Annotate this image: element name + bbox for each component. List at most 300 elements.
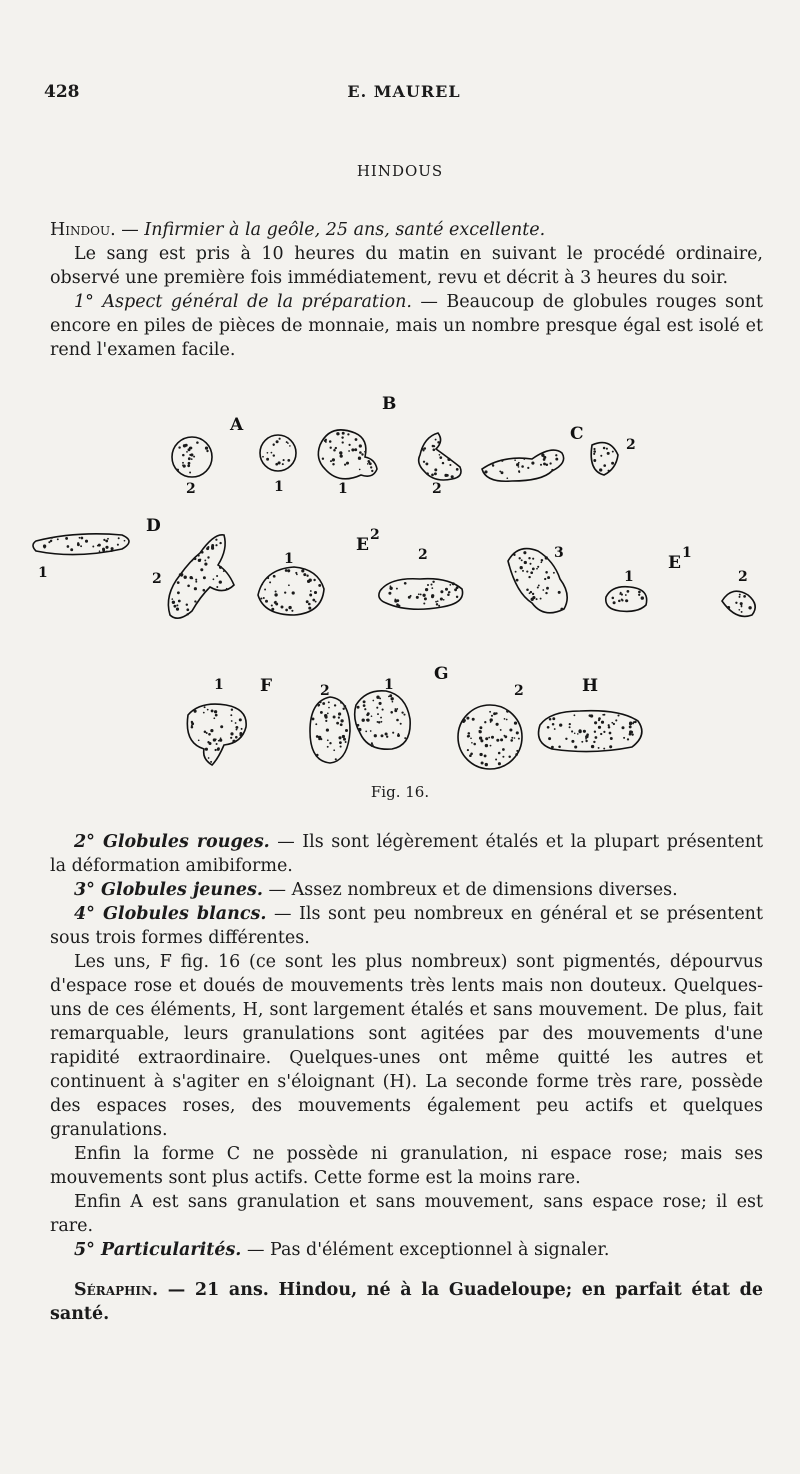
granulation-dot xyxy=(206,450,208,452)
num-E1-1: 1 xyxy=(624,569,634,585)
granulation-dot xyxy=(327,713,329,715)
granulation-dot xyxy=(284,591,286,593)
granulation-dot xyxy=(176,604,178,606)
granulation-dot xyxy=(551,469,553,471)
granulation-dot xyxy=(392,701,394,703)
granulation-dot xyxy=(330,460,332,462)
granulation-dot xyxy=(338,717,340,719)
text-aspect: — Beaucoup de globules rouges sont encore en piles de pièces de monnaie, mais un nombre presque égal est isolé et rend l'examen facile. xyxy=(50,292,763,360)
granulation-dot xyxy=(435,439,437,441)
granulation-dot xyxy=(226,588,228,590)
granulation-dot xyxy=(187,585,190,588)
granulation-dot xyxy=(554,728,556,730)
granulation-dot xyxy=(310,590,312,592)
granulation-dot xyxy=(608,724,610,726)
granulation-dot xyxy=(598,747,600,749)
granulation-dot xyxy=(340,723,343,726)
granulation-dot xyxy=(267,452,269,454)
granulation-dot xyxy=(358,457,361,460)
body-block xyxy=(50,830,763,1326)
granulation-dot xyxy=(491,715,493,717)
granulation-dot xyxy=(217,748,220,751)
num-F2: 2 xyxy=(320,683,330,699)
granulation-dot xyxy=(385,732,388,735)
label-H: H xyxy=(582,676,599,696)
granulation-dot xyxy=(362,719,365,722)
granulation-dot xyxy=(374,734,377,737)
granulation-dot xyxy=(404,582,407,585)
granulation-dot xyxy=(391,697,394,700)
granulation-dot xyxy=(325,720,327,722)
granulation-dot xyxy=(191,726,194,729)
granulation-dot xyxy=(521,559,523,561)
granulation-dot xyxy=(422,594,425,597)
granulation-dot xyxy=(201,551,204,554)
granulation-dot xyxy=(333,749,335,751)
granulation-dot xyxy=(231,708,233,710)
granulation-dot xyxy=(204,563,207,566)
granulation-dot xyxy=(261,583,263,585)
granulation-dot xyxy=(364,708,366,710)
granulation-dot xyxy=(514,459,516,461)
granulation-dot xyxy=(306,575,308,577)
granulation-dot xyxy=(269,581,271,583)
granulation-dot xyxy=(314,591,317,594)
granulation-dot xyxy=(454,588,457,591)
granulation-dot xyxy=(484,470,487,473)
granulation-dot xyxy=(316,735,319,738)
granulation-dot xyxy=(239,733,242,736)
granulation-dot xyxy=(341,436,343,438)
granulation-dot xyxy=(492,464,494,466)
granulation-dot xyxy=(319,701,322,704)
granulation-dot xyxy=(231,720,233,722)
granulation-dot xyxy=(629,733,632,736)
granulation-dot xyxy=(203,712,205,714)
subject-description: Infirmier à la geôle, 25 ans, santé excellente. xyxy=(144,220,546,240)
cell-B2 xyxy=(419,433,461,480)
num-G1: 1 xyxy=(384,677,394,693)
granulation-dot xyxy=(425,588,428,591)
heading-globules-jeunes: 3° Globules jeunes. xyxy=(74,880,263,900)
granulation-dot xyxy=(219,542,221,544)
granulation-dot xyxy=(271,604,273,606)
granulation-dot xyxy=(608,470,610,472)
granulation-dot xyxy=(506,710,509,713)
granulation-dot xyxy=(328,707,330,709)
granulation-dot xyxy=(203,576,206,579)
granulation-dot xyxy=(285,569,288,572)
granulation-dot xyxy=(531,462,534,465)
granulation-dot xyxy=(381,734,384,737)
granulation-dot xyxy=(404,737,406,739)
num-B1: 1 xyxy=(338,481,348,497)
cell-D1 xyxy=(33,534,129,555)
granulation-dot xyxy=(363,704,366,707)
granulation-dot xyxy=(565,738,567,740)
granulation-dot xyxy=(65,537,68,540)
granulation-dot xyxy=(492,462,494,464)
granulation-dot xyxy=(479,726,482,729)
granulation-dot xyxy=(623,737,625,739)
granulation-dot xyxy=(318,738,320,740)
granulation-dot xyxy=(339,451,342,454)
granulation-dot xyxy=(514,722,517,725)
granulation-dot xyxy=(598,726,601,729)
granulation-dot xyxy=(440,597,443,600)
granulation-dot xyxy=(208,757,210,759)
granulation-dot xyxy=(603,731,605,733)
granulation-dot xyxy=(424,447,426,449)
granulation-dot xyxy=(526,571,528,573)
granulation-dot xyxy=(547,726,550,729)
granulation-dot xyxy=(315,601,317,603)
granulation-dot xyxy=(526,589,529,592)
granulation-dot xyxy=(271,452,273,454)
granulation-dot xyxy=(338,712,341,715)
granulation-dot xyxy=(213,578,215,580)
granulation-dot xyxy=(573,714,575,716)
paragraph-seraphin xyxy=(50,1278,763,1326)
granulation-dot xyxy=(593,459,596,462)
granulation-dot xyxy=(607,452,610,455)
granulation-dot xyxy=(371,742,373,744)
granulation-dot xyxy=(601,721,604,724)
granulation-dot xyxy=(421,447,424,450)
granulation-dot xyxy=(289,445,291,447)
granulation-dot xyxy=(111,547,114,550)
granulation-dot xyxy=(376,696,379,699)
granulation-dot xyxy=(330,447,332,449)
granulation-dot xyxy=(418,593,420,595)
granulation-dot xyxy=(529,563,531,565)
granulation-dot xyxy=(500,738,503,741)
granulation-dot xyxy=(447,458,450,461)
granulation-dot xyxy=(638,594,640,596)
granulation-dot xyxy=(606,448,608,450)
granulation-dot xyxy=(610,737,613,740)
granulation-dot xyxy=(386,736,388,738)
granulation-dot xyxy=(431,474,434,477)
granulation-dot xyxy=(470,737,472,739)
granulation-dot xyxy=(518,470,520,472)
granulation-dot xyxy=(81,537,84,540)
granulation-dot xyxy=(389,694,392,697)
granulation-dot xyxy=(488,737,490,739)
granulation-dot xyxy=(204,559,206,561)
num-E2-2: 2 xyxy=(418,547,428,563)
granulation-dot xyxy=(260,597,262,599)
granulation-dot xyxy=(510,739,513,742)
paragraph-aspect xyxy=(50,290,763,362)
granulation-dot xyxy=(449,464,451,466)
granulation-dot xyxy=(340,746,342,748)
granulation-dot xyxy=(511,737,513,739)
intro-paragraph: Le sang est pris à 10 heures du matin en suivant le procédé ordinaire, observé une première fois immédiatement, revu et décrit à 3 heures du soir. xyxy=(50,244,763,288)
granulation-dot xyxy=(559,723,562,726)
granulation-dot xyxy=(516,731,519,734)
granulation-dot xyxy=(431,584,433,586)
granulation-dot xyxy=(318,584,321,587)
granulation-dot xyxy=(456,468,459,471)
granulation-dot xyxy=(380,717,382,719)
granulation-dot xyxy=(448,591,450,593)
granulation-dot xyxy=(219,580,222,583)
granulation-dot xyxy=(627,738,629,740)
granulation-dot xyxy=(315,723,317,725)
granulation-dot xyxy=(312,717,315,720)
granulation-dot xyxy=(186,603,188,605)
granulation-dot xyxy=(177,581,180,584)
granulation-dot xyxy=(266,458,269,461)
granulation-dot xyxy=(631,731,634,734)
granulation-dot xyxy=(472,718,475,721)
granulation-dot xyxy=(187,464,190,467)
granulation-dot xyxy=(186,451,188,453)
num-A2: 2 xyxy=(186,481,196,497)
granulation-dot xyxy=(536,568,538,570)
granulation-dot xyxy=(574,733,576,735)
granulation-dot xyxy=(432,581,434,583)
granulation-dot xyxy=(420,593,422,595)
granulation-dot xyxy=(437,441,439,443)
granulation-dot xyxy=(537,586,539,588)
cell-E1-1 xyxy=(606,587,647,612)
paragraph-particularites xyxy=(50,1238,763,1262)
granulation-dot xyxy=(306,600,309,603)
granulation-dot xyxy=(342,735,345,738)
granulation-dot xyxy=(204,706,206,708)
granulation-dot xyxy=(339,741,342,744)
granulation-dot xyxy=(439,454,441,456)
paragraph-forms: Les uns, F fig. 16 (ce sont les plus nombreux) sont pigmentés, dépourvus d'espace rose et doués de mouvements très lents mais non douteux. Quelques-uns de ces éléments, H, sont largement étalés et sans mouvement. De plus, fait remarquable, leurs granulations sont agitées par des mouvements d'une rapidité extraordinaire. Quelques-unes ont même quitté les autres et continuent à s'agiter en s'éloignant (H). La seconde forme très rare, possède des espaces roses, des mouvements également peu actifs et quelques granulations. xyxy=(50,952,763,1140)
granulation-dot xyxy=(485,763,488,766)
granulation-dot xyxy=(179,573,182,576)
granulation-dot xyxy=(735,602,737,604)
granulation-dot xyxy=(625,594,627,596)
granulation-dot xyxy=(342,708,344,710)
granulation-dot xyxy=(291,610,293,612)
granulation-dot xyxy=(473,743,476,746)
granulation-dot xyxy=(335,447,337,449)
num-A1: 1 xyxy=(274,479,284,495)
granulation-dot xyxy=(738,609,740,611)
granulation-dot xyxy=(598,719,600,721)
granulation-dot xyxy=(215,539,217,541)
granulation-dot xyxy=(186,608,189,611)
granulation-dot xyxy=(213,717,215,719)
granulation-dot xyxy=(186,613,188,615)
granulation-dot xyxy=(740,602,743,605)
granulation-dot xyxy=(340,454,343,457)
granulation-dot xyxy=(398,733,400,735)
granulation-dot xyxy=(379,702,382,705)
granulation-dot xyxy=(551,746,554,749)
granulation-dot xyxy=(365,730,367,732)
granulation-dot xyxy=(571,730,573,732)
label-E1-sup: 1 xyxy=(682,545,692,561)
granulation-dot xyxy=(547,576,550,579)
granulation-dot xyxy=(283,459,285,461)
granulation-dot xyxy=(515,571,517,573)
granulation-dot xyxy=(452,582,455,585)
granulation-dot xyxy=(444,474,447,477)
num-F1: 1 xyxy=(214,677,224,693)
granulation-dot xyxy=(196,441,199,444)
granulation-dot xyxy=(188,457,191,460)
granulation-dot xyxy=(232,740,235,743)
granulation-dot xyxy=(479,730,482,733)
granulation-dot xyxy=(590,714,593,717)
granulation-dot xyxy=(513,554,515,556)
granulation-dot xyxy=(102,549,105,552)
granulation-dot xyxy=(332,458,335,461)
granulation-dot xyxy=(530,571,533,574)
granulation-dot xyxy=(343,738,346,741)
granulation-dot xyxy=(51,537,53,539)
granulation-dot xyxy=(469,754,472,757)
granulation-dot xyxy=(508,755,510,757)
granulation-dot xyxy=(574,745,577,748)
granulation-dot xyxy=(325,716,328,719)
granulation-dot xyxy=(522,570,524,572)
granulation-dot xyxy=(466,717,469,720)
cell-A1 xyxy=(260,435,296,471)
granulation-dot xyxy=(528,576,530,578)
granulation-dot xyxy=(591,745,594,748)
granulation-dot xyxy=(594,731,596,733)
granulation-dot xyxy=(445,588,448,591)
granulation-dot xyxy=(532,558,534,560)
granulation-dot xyxy=(105,540,108,543)
page-number: 428 xyxy=(44,82,80,102)
granulation-dot xyxy=(50,540,52,542)
granulation-dot xyxy=(569,723,571,725)
paragraph-globules-rouges xyxy=(50,830,763,878)
label-E1: E xyxy=(668,553,681,573)
granulation-dot xyxy=(329,742,331,744)
granulation-dot xyxy=(378,721,380,723)
granulation-dot xyxy=(496,723,499,726)
granulation-dot xyxy=(80,545,82,547)
granulation-dot xyxy=(70,548,73,551)
granulation-dot xyxy=(301,569,304,572)
granulation-dot xyxy=(264,589,266,591)
granulation-dot xyxy=(468,732,471,735)
granulation-dot xyxy=(434,472,437,475)
granulation-dot xyxy=(403,714,405,716)
figure-caption: Fig. 16. xyxy=(370,783,430,801)
granulation-dot xyxy=(361,453,363,455)
granulation-dot xyxy=(516,463,519,466)
granulation-dot xyxy=(442,462,444,464)
granulation-dot xyxy=(218,740,220,742)
granulation-dot xyxy=(546,587,549,590)
granulation-dot xyxy=(219,739,222,742)
granulation-dot xyxy=(548,737,551,740)
granulation-dot xyxy=(342,441,344,443)
granulation-dot xyxy=(191,458,193,460)
granulation-dot xyxy=(481,761,484,764)
granulation-dot xyxy=(431,594,434,597)
granulation-dot xyxy=(390,711,393,714)
granulation-dot xyxy=(579,729,582,732)
granulation-dot xyxy=(438,605,440,607)
granulation-dot xyxy=(346,462,349,465)
granulation-dot xyxy=(501,460,503,462)
granulation-dot xyxy=(105,546,108,549)
granulation-dot xyxy=(194,600,196,602)
granulation-dot xyxy=(739,596,741,598)
granulation-dot xyxy=(519,557,521,559)
text-seraphin: — 21 ans. Hindou, né à la Guadeloupe; en parfait état de santé. xyxy=(50,1280,763,1324)
granulation-dot xyxy=(585,735,588,738)
granulation-dot xyxy=(400,723,402,725)
granulation-dot xyxy=(434,468,437,471)
granulation-dot xyxy=(741,611,743,613)
granulation-dot xyxy=(322,702,325,705)
granulation-dot xyxy=(593,450,596,453)
granulation-dot xyxy=(308,603,311,606)
granulation-dot xyxy=(204,730,207,733)
granulation-dot xyxy=(77,543,80,546)
granulation-dot xyxy=(208,733,211,736)
granulation-dot xyxy=(287,459,290,462)
granulation-dot xyxy=(348,444,350,446)
granulation-dot xyxy=(502,756,504,758)
granulation-dot xyxy=(206,547,209,550)
granulation-dot xyxy=(322,458,324,460)
granulation-dot xyxy=(471,742,473,744)
granulation-dot xyxy=(92,546,94,548)
granulation-dot xyxy=(263,597,265,599)
granulation-dot xyxy=(489,711,491,713)
granulation-dot xyxy=(307,580,310,583)
granulation-dot xyxy=(274,593,277,596)
granulation-dot xyxy=(530,591,532,593)
granulation-dot xyxy=(388,592,391,595)
granulation-dot xyxy=(398,605,400,607)
granulation-dot xyxy=(211,709,214,712)
granulation-dot xyxy=(423,602,425,604)
granulation-dot xyxy=(569,726,571,728)
granulation-dot xyxy=(215,714,218,717)
granulation-dot xyxy=(236,729,238,731)
granulation-dot xyxy=(516,579,519,582)
granulation-dot xyxy=(543,456,546,459)
granulation-dot xyxy=(615,719,617,721)
granulation-dot xyxy=(431,587,433,589)
granulation-dot xyxy=(230,732,233,735)
granulation-dot xyxy=(603,748,605,750)
granulation-dot xyxy=(327,739,329,741)
granulation-dot xyxy=(281,606,284,609)
granulation-dot xyxy=(117,544,119,546)
granulation-dot xyxy=(318,704,320,706)
num-D1: 1 xyxy=(38,565,48,581)
num-C2: 2 xyxy=(626,437,636,453)
granulation-dot xyxy=(189,472,191,474)
granulation-dot xyxy=(552,717,555,720)
granulation-dot xyxy=(739,594,741,596)
granulation-dot xyxy=(239,718,242,721)
granulation-dot xyxy=(276,440,279,443)
granulation-dot xyxy=(173,605,176,608)
granulation-dot xyxy=(423,461,425,463)
granulation-dot xyxy=(437,600,439,602)
granulation-dot xyxy=(262,456,264,458)
granulation-dot xyxy=(515,753,518,756)
